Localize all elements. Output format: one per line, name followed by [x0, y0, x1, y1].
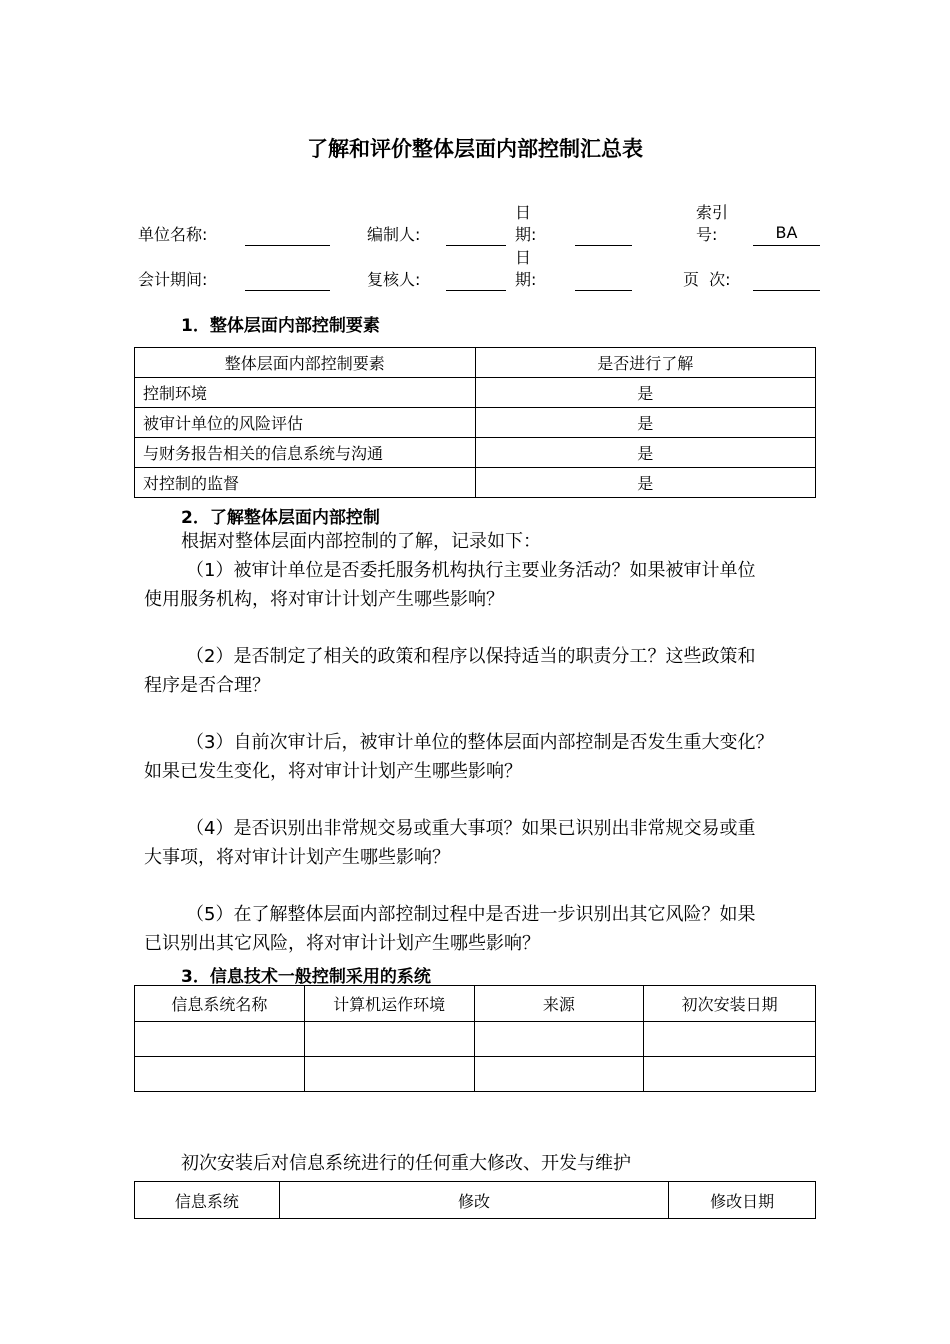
table-cell[interactable] [304, 1022, 474, 1057]
control-elements-table [134, 347, 816, 498]
preparer-label: 编制人: [367, 225, 421, 244]
table-header: 修改 [279, 1182, 668, 1219]
unit-name-label: 单位名称: [138, 225, 208, 244]
question3-line2: 如果已发生变化，将对审计计划产生哪些影响？ [144, 761, 522, 782]
date2-label-top: 日 [515, 248, 532, 267]
period-field[interactable] [245, 266, 330, 291]
question5-line2: 已识别出其它风险，将对审计计划产生哪些影响？ [144, 933, 540, 954]
reviewer-label: 复核人: [367, 270, 421, 289]
section3-heading: 3．信息技术一般控制采用的系统 [181, 967, 431, 987]
table-header: 初次安装日期 [644, 986, 816, 1022]
section2-intro: 根据对整体层面内部控制的了解，记录如下： [181, 531, 541, 552]
date2-label-bottom: 期: [515, 270, 537, 289]
table-cell[interactable] [644, 1057, 816, 1092]
table-header: 信息系统 [135, 1182, 280, 1219]
table-row [135, 468, 816, 498]
question1-line2: 使用服务机构，将对审计计划产生哪些影响？ [144, 589, 504, 610]
table-cell: 是 [475, 378, 816, 408]
reviewer-field[interactable] [446, 266, 506, 291]
page-title: 了解和评价整体层面内部控制汇总表 [307, 137, 643, 161]
date2-field[interactable] [575, 266, 632, 291]
index-label-bottom: 号: [696, 225, 718, 244]
table-cell: 被审计单位的风险评估 [135, 408, 476, 438]
modifications-caption: 初次安装后对信息系统进行的任何重大修改、开发与维护 [181, 1153, 631, 1174]
preparer-field[interactable] [446, 221, 506, 246]
it-systems-table [134, 985, 816, 1092]
table-cell[interactable] [304, 1057, 474, 1092]
table-header: 信息系统名称 [135, 986, 305, 1022]
table-cell[interactable] [135, 1022, 305, 1057]
table-header: 整体层面内部控制要素 [135, 348, 476, 378]
table-cell[interactable] [644, 1022, 816, 1057]
table-row [135, 378, 816, 408]
table-row [135, 1022, 816, 1057]
table-cell: 与财务报告相关的信息系统与沟通 [135, 438, 476, 468]
table-header: 是否进行了解 [475, 348, 816, 378]
table-cell[interactable] [474, 1057, 644, 1092]
table-cell: 是 [475, 468, 816, 498]
table-header: 修改日期 [669, 1182, 816, 1219]
question3-line1: （3）自前次审计后，被审计单位的整体层面内部控制是否发生重大变化？ [186, 732, 774, 753]
question1-line1: （1）被审计单位是否委托服务机构执行主要业务活动？如果被审计单位 [186, 560, 756, 581]
question2-line1: （2）是否制定了相关的政策和程序以保持适当的职责分工？这些政策和 [186, 646, 756, 667]
period-label: 会计期间: [138, 270, 208, 289]
table-header: 计算机运作环境 [304, 986, 474, 1022]
table-row [135, 438, 816, 468]
question2-line2: 程序是否合理？ [144, 675, 270, 696]
date1-label-top: 日 [515, 203, 532, 222]
table-cell: 是 [475, 408, 816, 438]
table-cell[interactable] [474, 1022, 644, 1057]
table-cell[interactable] [135, 1057, 305, 1092]
section1-heading: 1．整体层面内部控制要素 [181, 316, 380, 336]
date1-field[interactable] [575, 221, 632, 246]
section2-heading: 2．了解整体层面内部控制 [181, 508, 380, 528]
table-cell: 对控制的监督 [135, 468, 476, 498]
question4-line1: （4）是否识别出非常规交易或重大事项？如果已识别出非常规交易或重 [186, 818, 756, 839]
date1-label-bottom: 期: [515, 225, 537, 244]
page-field[interactable] [753, 266, 820, 291]
table-cell: 控制环境 [135, 378, 476, 408]
unit-name-field[interactable] [245, 221, 330, 246]
table-row [135, 1057, 816, 1092]
page-label: 页 次: [683, 270, 731, 289]
index-label-top: 索引 [696, 203, 729, 222]
question4-line2: 大事项，将对审计计划产生哪些影响？ [144, 847, 450, 868]
table-header: 来源 [474, 986, 644, 1022]
table-row [135, 408, 816, 438]
table-cell: 是 [475, 438, 816, 468]
modifications-table [134, 1181, 816, 1219]
question5-line1: （5）在了解整体层面内部控制过程中是否进一步识别出其它风险？如果 [186, 904, 756, 925]
index-field[interactable]: BA [753, 221, 820, 246]
